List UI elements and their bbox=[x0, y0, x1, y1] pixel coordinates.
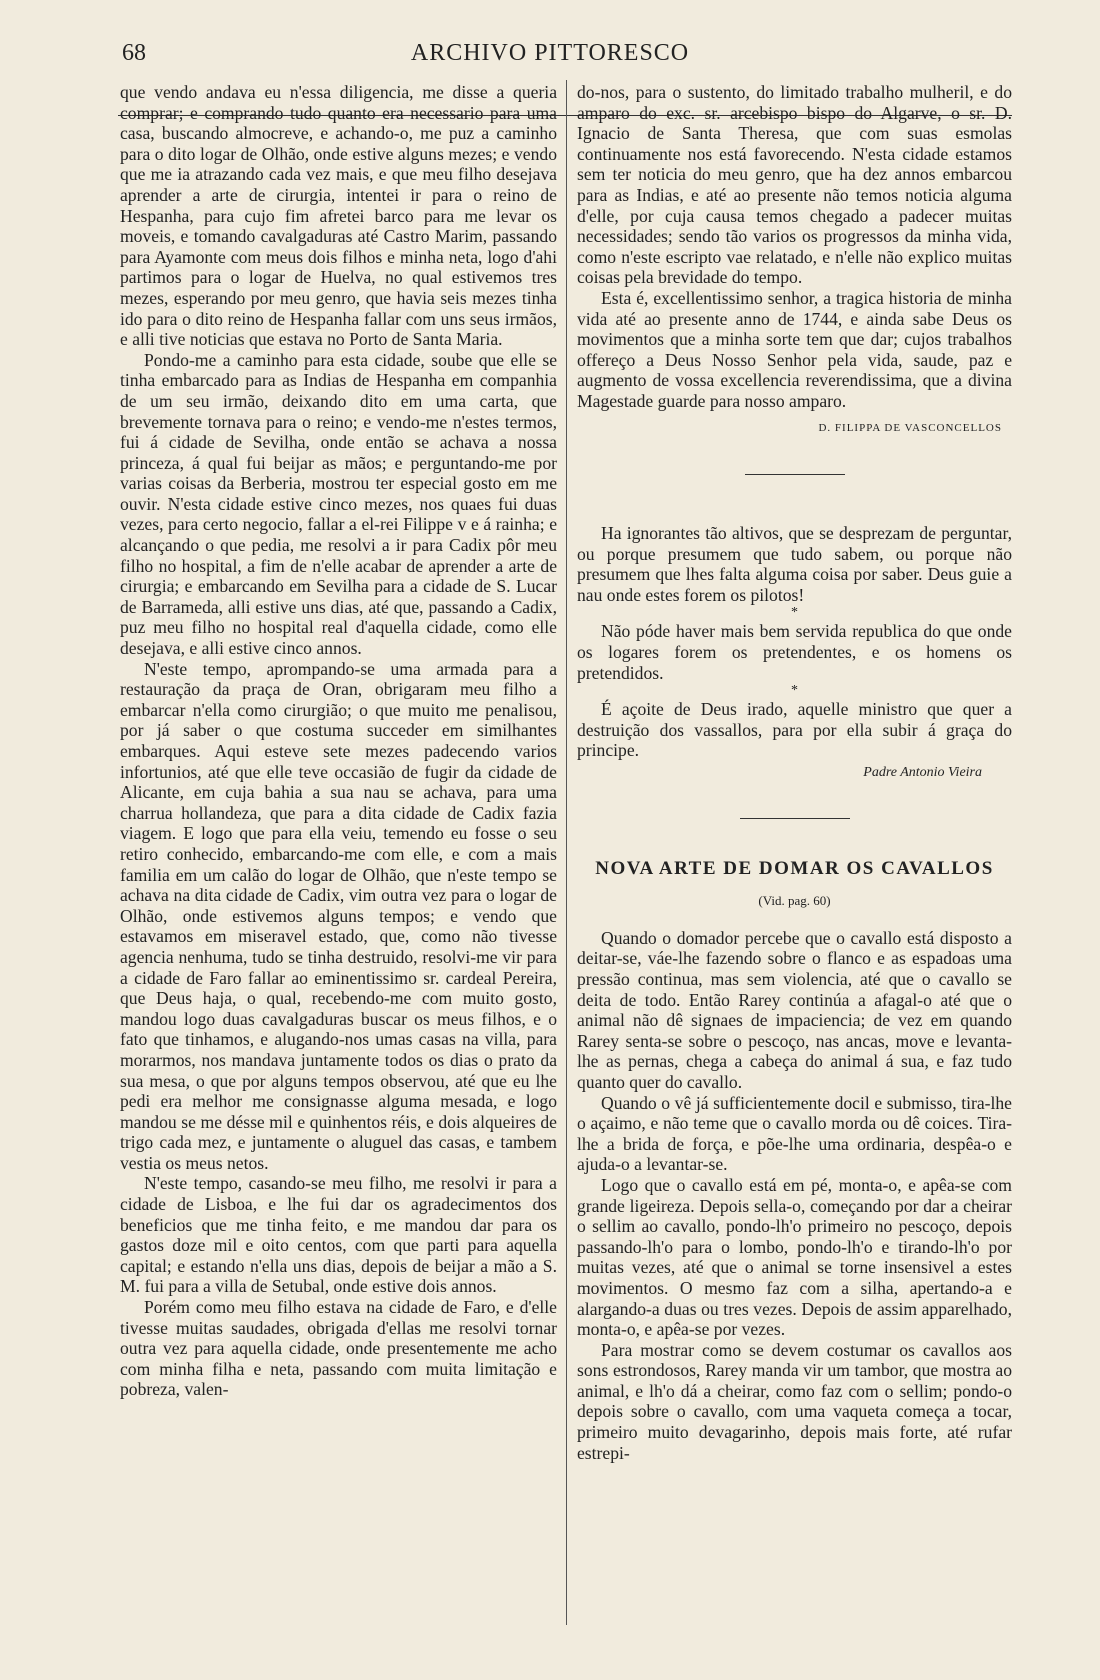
article-reference: (Vid. pag. 60) bbox=[758, 893, 831, 909]
section-rule bbox=[740, 818, 850, 819]
letter-paragraph: do-nos, para o sustento, do limitado trabalho mulheril, e do amparo do exc. sr. arcebispo bispo do Algarve, o sr. D. Ignacio de Santa Theresa, que com suas esmolas continuamente nos está favorecendo. N'esta cidade estamos sem ter noticia do meu genro, que ha dez annos embarcou para as Indias, e até ao presente não temos noticia alguma d'elle, por cuja causa temos chegado a padecer muitas necessidades; sendo tão varios os progressos da minha vida, como n'este escripto vae relatado, e n'elle não explico muitas coisas pela brevidade do tempo. bbox=[577, 82, 1012, 288]
text-paragraph: Porém como meu filho estava na cidade de Faro, e d'elle tivesse muitas saudades, obrigada d'ellas me resolvi tornar outra vez para aquella cidade, onde presentemente me acho com minha filha e neta, passando com muita limitação e pobreza, valen- bbox=[120, 1297, 557, 1400]
article-paragraph: Quando o domador percebe que o cavallo está disposto a deitar-se, váe-lhe fazendo sobre o flanco e as espadoas uma pressão continua, mas sem violencia, até que o cavallo se deita de todo. Então Rarey continúa a afagal-o até que o animal não dê signaes de impaciencia; de vez em quando Rarey senta-se sobre o pescoço, nas ancas, move e levanta-lhe as pernas, chega a cabeça do animal á sua, e faz tudo quanto quer do cavallo. bbox=[577, 927, 1012, 1092]
page-number: 68 bbox=[122, 40, 146, 66]
maxim-paragraph: Ha ignorantes tão altivos, que se desprezam de perguntar, ou porque presumem que tudo sabem, ou porque não presumem que lhes falta alguma coisa por saber. Deus guie a nau onde estes forem os pilotos! bbox=[577, 523, 1012, 605]
asterisk-separator: * bbox=[791, 605, 798, 621]
text-paragraph: N'este tempo, aprompando-se uma armada para a restauração da praça de Oran, obrigaram meu filho a embarcar n'ella como cirurgião; o que muito me penalisou, por já saber o que costuma succeder em similhantes embarques. Aqui esteve sete mezes padecendo varios infortunios, até que elle teve occasião de fugir da cidade de Alicante, em cuja bahia a sua nau se achava, para uma charrua hollandeza, que para a dita cidade de Cadix fazia viagem. E logo que para ella veiu, temendo eu fosse o seu retiro conhecido, embarcando-me com elle, e com a mais familia em um calão do logar de Olhão, que n'este tempo se achava na dita cidade de Cadix, vim outra vez para o logar de Olhão, onde estivemos alguns tempos; e vendo que estavamos em miseravel estado, que, como não tivesse agencia nenhuma, tudo se tinha destruido, resolvi-me vir para a cidade de Faro fallar ao eminentissimo sr. cardeal Pereira, que Deus haja, o qual, recebendo-me com muito gosto, mandou logo duas cavalgaduras buscar os meus filhos, e o fato que tinhamos, e alugando-nos umas casas na villa, para morarmos, nos mandava juntamente todos os dias o prato da sua mesa, o que por alguns tempos observou, até que eu lhe pedi era melhor me consignasse alguma mesada, e logo mandou se me désse mil e quinhentos réis, e dois alqueires de trigo cada mez, e juntamente o aluguel das casas, e tambem vestia os meus netos. bbox=[120, 658, 557, 1173]
text-paragraph: N'este tempo, casando-se meu filho, me resolvi ir para a cidade de Lisboa, e lhe fui dar os agradecimentos dos beneficios que me tinha feito, e me mandou dar para os gastos doze mil e oito centos, com que parti para aquella capital; e estando n'ella uns dias, depois de beijar a mão a S. M. fui para a villa de Setubal, onde estive dois annos. bbox=[120, 1173, 557, 1297]
text-paragraph: que vendo andava eu n'essa diligencia, me disse a queria comprar; e comprando tudo quanto era necessario para uma casa, buscando almocreve, e achando-o, me puz a caminho para o dito logar de Olhão, onde estive alguns mezes; e vendo que me ia atrazando cada vez mais, e que meu filho desejava aprender a arte de cirurgia, intentei ir para o reino de Hespanha, para cujo fim afretei barco para me levar os moveis, e tomando cavalgaduras até Castro Marim, passando para Ayamonte com meus dois filhos e minha neta, logo d'ahi partimos para o logar de Huelva, no qual estivemos tres mezes, esperando por meu genro, que havia seis mezes tinha ido para o dito reino de Hespanha fallar com uns seus irmãos, e alli tive noticias que estava no Porto de Santa Maria. bbox=[120, 82, 557, 350]
maxim-paragraph: É açoite de Deus irado, aquelle ministro que quer a destruição dos vassallos, para por ella subir á graça do principe. bbox=[577, 699, 1012, 761]
asterisk-separator: * bbox=[791, 683, 798, 699]
letter-paragraph: Esta é, excellentissimo senhor, a tragica historia de minha vida até ao presente anno de 1744, e ainda sabe Deus os movimentos que a minha sorte tem que dar; cujos trabalhos offereço a Deus Nosso Senhor pela vida, saude, paz e augmento de vossa excellencia reverendissima, que a divina Magestade guarde para nosso amparo. bbox=[577, 287, 1012, 411]
journal-title: ARCHIVO PITTORESCO bbox=[410, 40, 690, 66]
maxim-paragraph: Não póde haver mais bem servida republica do que onde os logares forem os pretendentes, e os homens os pretendidos. bbox=[577, 621, 1012, 683]
letter-signature: D. FILIPPA DE VASCONCELLOS bbox=[818, 421, 1002, 434]
article-paragraph: Para mostrar como se devem costumar os cavallos aos sons estrondosos, Rarey manda vir um tambor, que mostra ao animal, e lh'o dá a cheirar, como faz com o sellim; pondo-o depois sobre o cavallo, com uma vaqueta começa a tocar, primeiro muito devagarinho, depois mais forte, até rufar estrepi- bbox=[577, 1339, 1012, 1463]
article-paragraph: Logo que o cavallo está em pé, monta-o, e apêa-se com grande ligeireza. Depois sella-o, começando por dar a cheirar o sellim ao cavallo, pondo-lh'o primeiro no pescoço, depois passando-lh'o para o lombo, pondo-lh'o e tirando-lh'o por muitas vezes, até que o animal se torne insensivel a estes movimentos. O mesmo faz com a silha, apertando-a e alargando-a duas ou tres vezes. Depois de assim apparelhado, monta-o, e apêa-se por vezes. bbox=[577, 1174, 1012, 1340]
article-title: NOVA ARTE DE DOMAR OS CAVALLOS bbox=[595, 857, 994, 879]
left-column bbox=[120, 82, 557, 1400]
column-divider bbox=[566, 80, 567, 1625]
page-header bbox=[0, 40, 1100, 80]
right-column bbox=[577, 82, 1012, 1463]
article-paragraph: Quando o vê já sufficientemente docil e submisso, tira-lhe o açaimo, e não teme que o cavallo morda ou dê coices. Tira-lhe a brida de força, e põe-lhe uma ordinaria, despêa-o e ajuda-o a levantar-se. bbox=[577, 1092, 1012, 1175]
maxims-attribution: Padre Antonio Vieira bbox=[863, 765, 982, 781]
section-rule bbox=[745, 474, 845, 475]
text-paragraph: Pondo-me a caminho para esta cidade, soube que elle se tinha embarcado para as Indias de Hespanha em companhia de um seu irmão, deixando dito em uma carta, que brevemente tornava para o reino; e vendo-me n'estes termos, fui á cidade de Sevilha, onde então se achava a nossa princeza, á qual fui beijar as mãos; e perguntando-me por varias coisas da Berberia, mostrou ter especial gosto em me ouvir. N'esta cidade estive cinco mezes, nos quaes fui duas vezes, para certo negocio, fallar a el-rei Filippe v e á rainha; e alcançando o que pedia, me resolvi a ir para Cadix pôr meu filho no hospital, a fim de n'elle acabar de aprender a arte de cirurgia; e embarcando em Sevilha para a cidade de S. Lucar de Barrameda, alli estive uns dias, até que, passando a Cadix, puz meu filho no hospital real d'aquella cidade, como elle desejava, e alli estive cinco annos. bbox=[120, 349, 557, 659]
